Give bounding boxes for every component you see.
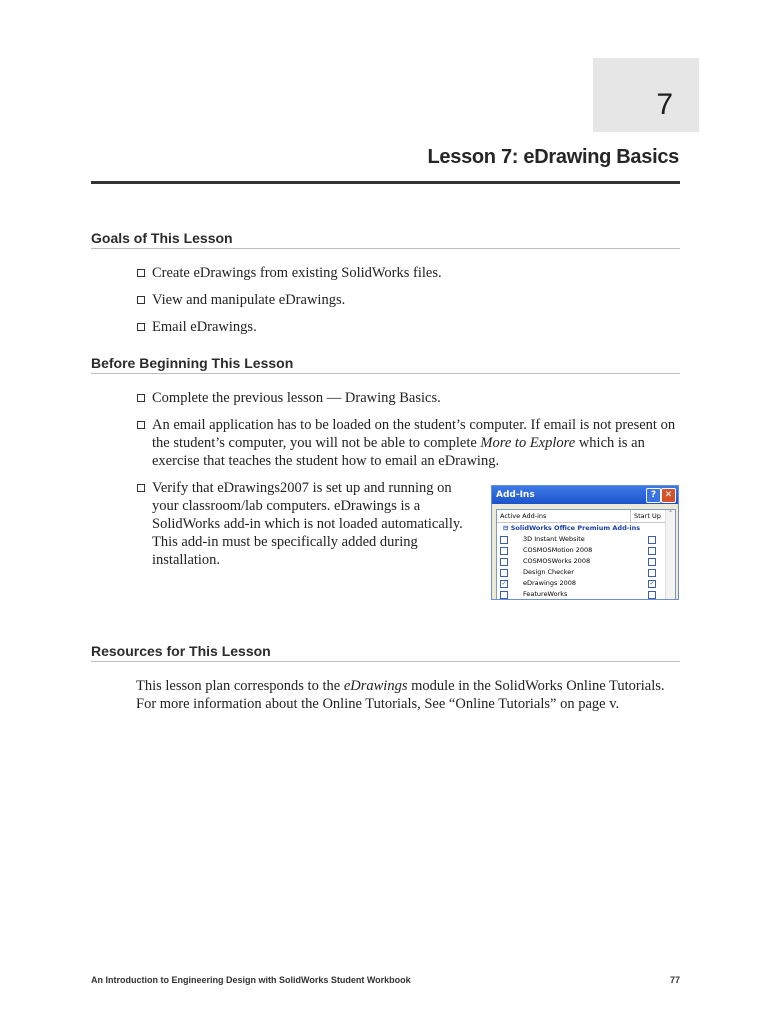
add-in-row: ✓ eDrawings 2008 ✓	[501, 579, 655, 587]
lesson-title: Lesson 7: eDrawing Basics	[427, 146, 679, 168]
goal-item: View and manipulate eDrawings.	[136, 291, 680, 309]
active-checkbox[interactable]	[500, 547, 508, 555]
add-in-row: COSMOSMotion 2008	[497, 545, 675, 556]
close-icon[interactable]: ✕	[661, 488, 676, 503]
goal-item: Create eDrawings from existing SolidWorks files.	[136, 264, 680, 282]
page-footer	[91, 975, 680, 985]
before-section	[91, 355, 680, 374]
add-in-row: Design Checker	[497, 567, 675, 578]
column-active-add-ins[interactable]: Active Add-ins	[500, 512, 547, 520]
startup-checkbox[interactable]	[648, 547, 656, 555]
active-checkbox[interactable]	[500, 558, 508, 566]
footer-book-title: An Introduction to Engineering Design with SolidWorks Student Workbook	[91, 975, 411, 985]
dialog-title: Add-Ins	[496, 490, 535, 500]
before-heading: Before Beginning This Lesson	[91, 355, 680, 374]
active-checkbox[interactable]	[500, 569, 508, 577]
add-in-row: COSMOSWorks 2008	[497, 556, 675, 567]
goals-list	[136, 264, 680, 345]
add-in-row: FeatureWorks	[497, 589, 675, 600]
goal-item: Email eDrawings.	[136, 318, 680, 336]
startup-checkbox[interactable]	[648, 536, 656, 544]
checkbox-bullet-icon	[137, 394, 145, 402]
column-start-up[interactable]: Start Up	[630, 510, 661, 522]
add-in-group[interactable]: ⊟ SolidWorks Office Premium Add-ins	[503, 524, 641, 532]
active-checkbox-checked[interactable]: ✓	[501, 580, 507, 587]
add-ins-dialog	[491, 485, 679, 600]
startup-checkbox-checked[interactable]: ✓	[649, 580, 655, 587]
resources-section	[91, 643, 680, 662]
checkbox-bullet-icon	[137, 484, 145, 492]
chapter-number: 7	[656, 88, 673, 121]
goals-heading: Goals of This Lesson	[91, 230, 680, 249]
resources-paragraph: This lesson plan corresponds to the eDrawings module in the SolidWorks Online Tutorials. For more information about the Online Tutorials, See “Online Tutorials” on page v.	[136, 678, 665, 712]
active-checkbox[interactable]	[500, 536, 508, 544]
active-checkbox[interactable]	[500, 591, 508, 599]
before-item: Complete the previous lesson — Drawing Basics.	[136, 389, 680, 407]
startup-checkbox[interactable]	[648, 558, 656, 566]
add-in-row: 3D Instant Website	[497, 534, 675, 545]
list-header	[497, 510, 675, 523]
checkbox-bullet-icon	[137, 296, 145, 304]
before-item: An email application has to be loaded on the student’s computer. If email is not present on the student’s computer, you will not be able to complete More to Explore which is an exercise that teaches the student how to email an eDrawing.	[136, 416, 680, 470]
startup-checkbox[interactable]	[648, 569, 656, 577]
dialog-scrollbar[interactable]	[665, 510, 675, 600]
goals-section	[91, 230, 680, 249]
checkbox-bullet-icon	[137, 269, 145, 277]
checkbox-bullet-icon	[137, 421, 145, 429]
before-item: Verify that eDrawings2007 is set up and running on your classroom/lab computers. eDrawings is a SolidWorks add-in which is not loaded automatically. This add-in must be specifically added during installation.	[136, 479, 474, 569]
startup-checkbox[interactable]	[648, 591, 656, 599]
dialog-titlebar	[492, 486, 678, 504]
help-icon[interactable]: ?	[646, 488, 661, 503]
scroll-up-icon[interactable]: ˄	[668, 510, 673, 518]
checkbox-bullet-icon	[137, 323, 145, 331]
add-ins-list	[496, 509, 676, 600]
chapter-number-box	[593, 58, 699, 132]
page-number: 77	[669, 975, 680, 985]
title-divider	[91, 181, 680, 184]
resources-heading: Resources for This Lesson	[91, 643, 680, 662]
